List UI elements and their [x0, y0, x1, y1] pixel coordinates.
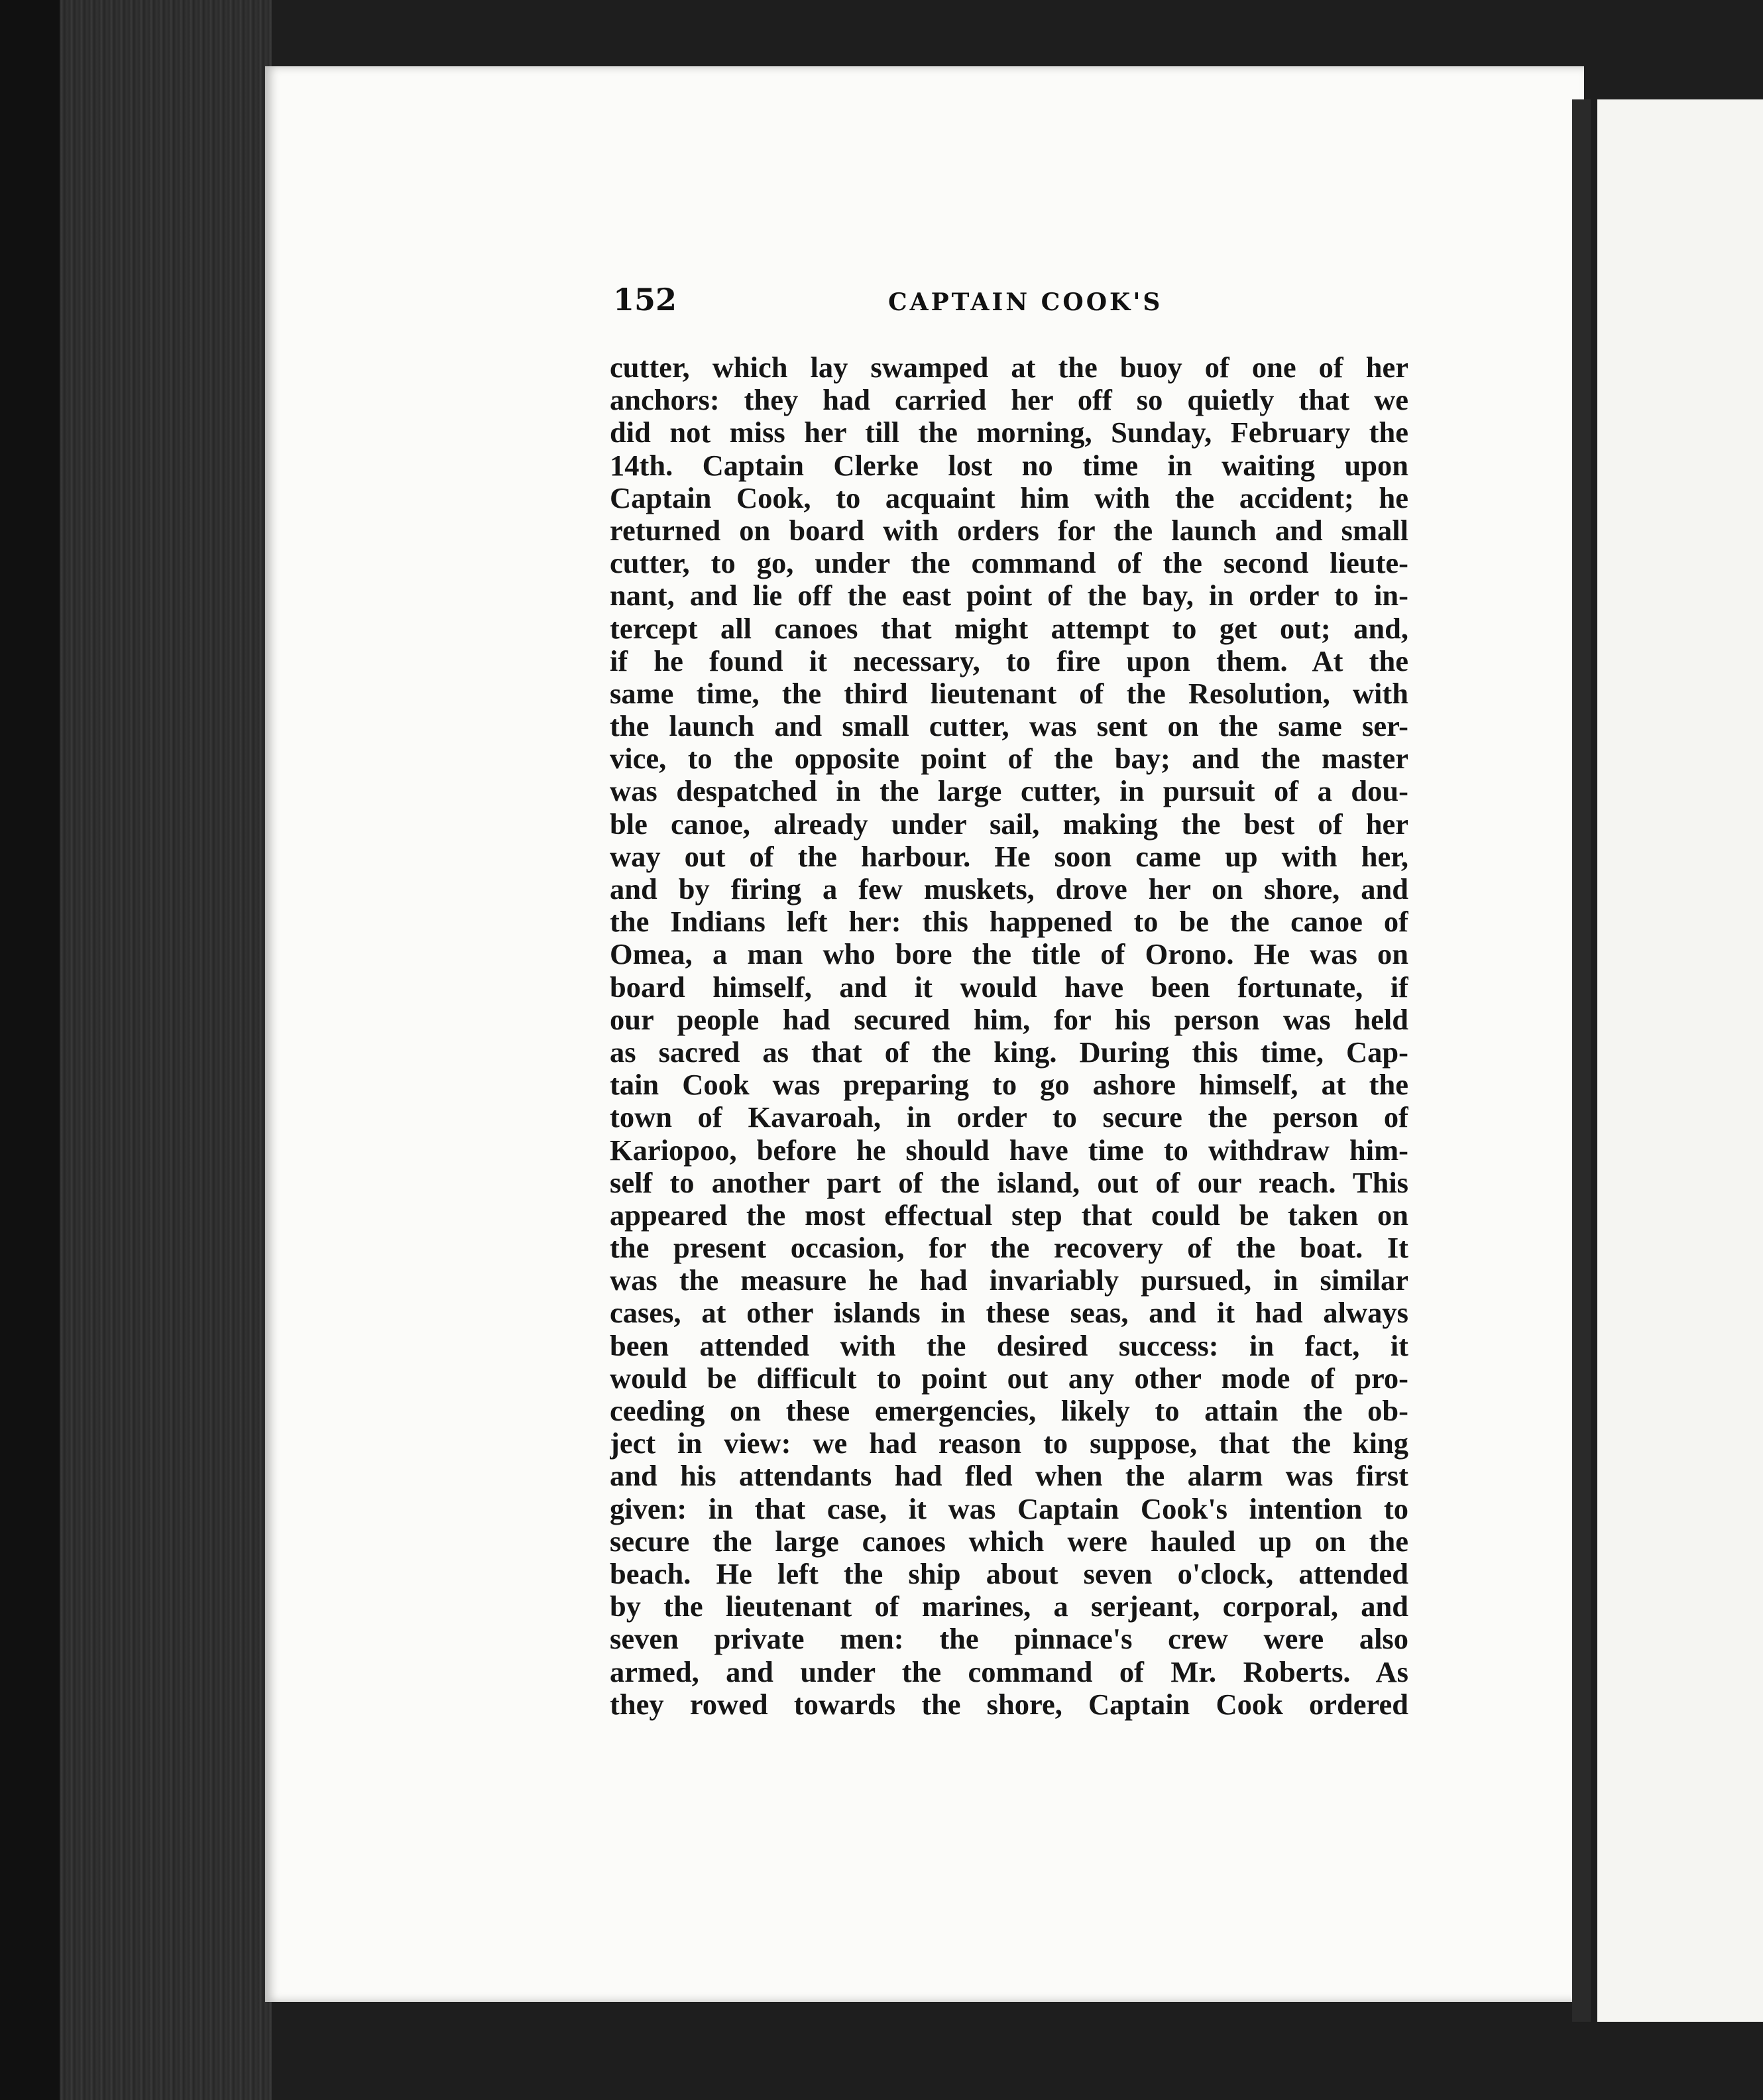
text-line: they rowed towards the shore, Captain Cook ordered [610, 1688, 1408, 1721]
text-line: been attended with the desired success: in fact, it [610, 1329, 1408, 1362]
text-line: as sacred as that of the king. During this time, Cap- [610, 1035, 1408, 1069]
gutter-shadow [1572, 99, 1591, 2022]
text-line: same time, the third lieutenant of the Resolution, with [610, 677, 1408, 710]
text-line: way out of the harbour. He soon came up with her, [610, 840, 1408, 873]
text-line: would be difficult to point out any other mode of pro- [610, 1362, 1408, 1395]
text-line: was the measure he had invariably pursued, in similar [610, 1264, 1408, 1297]
text-line: returned on board with orders for the launch and small [610, 514, 1408, 547]
text-line: beach. He left the ship about seven o'clock, attended [610, 1557, 1408, 1590]
text-line: anchors: they had carried her off so quietly that we [610, 384, 1408, 417]
text-line: and his attendants had fled when the alarm was first [610, 1460, 1408, 1493]
text-line: town of Kavaroah, in order to secure the person of [610, 1101, 1408, 1134]
text-line: armed, and under the command of Mr. Roberts. As [610, 1655, 1408, 1688]
text-line: the present occasion, for the recovery of the boat. It [610, 1232, 1408, 1265]
text-line: if he found it necessary, to fire upon them. At the [610, 644, 1408, 677]
text-line: our people had secured him, for his person was held [610, 1003, 1408, 1036]
text-line: Kariopoo, before he should have time to withdraw him- [610, 1134, 1408, 1167]
text-line: ceeding on these emergencies, likely to attain the ob- [610, 1395, 1408, 1427]
text-line: secure the large canoes which were hauled up on the [610, 1525, 1408, 1558]
text-line: by the lieutenant of marines, a serjeant, corporal, and [610, 1590, 1408, 1623]
text-line: tercept all canoes that might attempt to get out; and, [610, 612, 1408, 645]
text-line: Captain Cook, to acquaint him with the accident; he [610, 481, 1408, 514]
text-line: nant, and lie off the east point of the bay, in order to in- [610, 579, 1408, 612]
page-number: 152 [613, 282, 677, 318]
page-header [613, 282, 1408, 335]
text-line: and by firing a few muskets, drove her on shore, and [610, 873, 1408, 905]
body-text [610, 351, 1408, 1721]
text-line: did not miss her till the morning, Sunday, February the [610, 416, 1408, 449]
text-line: cutter, to go, under the command of the second lieute- [610, 547, 1408, 580]
text-line: ject in view: we had reason to suppose, that the king [610, 1427, 1408, 1460]
text-line: 14th. Captain Clerke lost no time in waiting upon [610, 449, 1408, 482]
text-line: given: in that case, it was Captain Cook's intention to [610, 1492, 1408, 1525]
text-line: seven private men: the pinnace's crew were also [610, 1623, 1408, 1656]
text-line: Omea, a man who bore the title of Orono. He was on [610, 938, 1408, 971]
adjacent-page [1597, 99, 1763, 2022]
text-line: cutter, which lay swamped at the buoy of one of her [610, 351, 1408, 384]
text-line: self to another part of the island, out of our reach. This [610, 1166, 1408, 1199]
running-head: CAPTAIN COOK'S [888, 288, 1163, 316]
text-line: appeared the most effectual step that could be taken on [610, 1198, 1408, 1232]
text-line: board himself, and it would have been fortunate, if [610, 970, 1408, 1004]
scan-border [0, 0, 60, 2100]
text-line: vice, to the opposite point of the bay; and the master [610, 742, 1408, 776]
text-line: the Indians left her: this happened to be the canoe of [610, 905, 1408, 939]
text-line: tain Cook was preparing to go ashore himself, at the [610, 1069, 1408, 1102]
text-line: the launch and small cutter, was sent on the same ser- [610, 710, 1408, 743]
text-line: ble canoe, already under sail, making the best of her [610, 807, 1408, 841]
text-line: cases, at other islands in these seas, and it had always [610, 1297, 1408, 1330]
text-line: was despatched in the large cutter, in pursuit of a dou- [610, 775, 1408, 808]
